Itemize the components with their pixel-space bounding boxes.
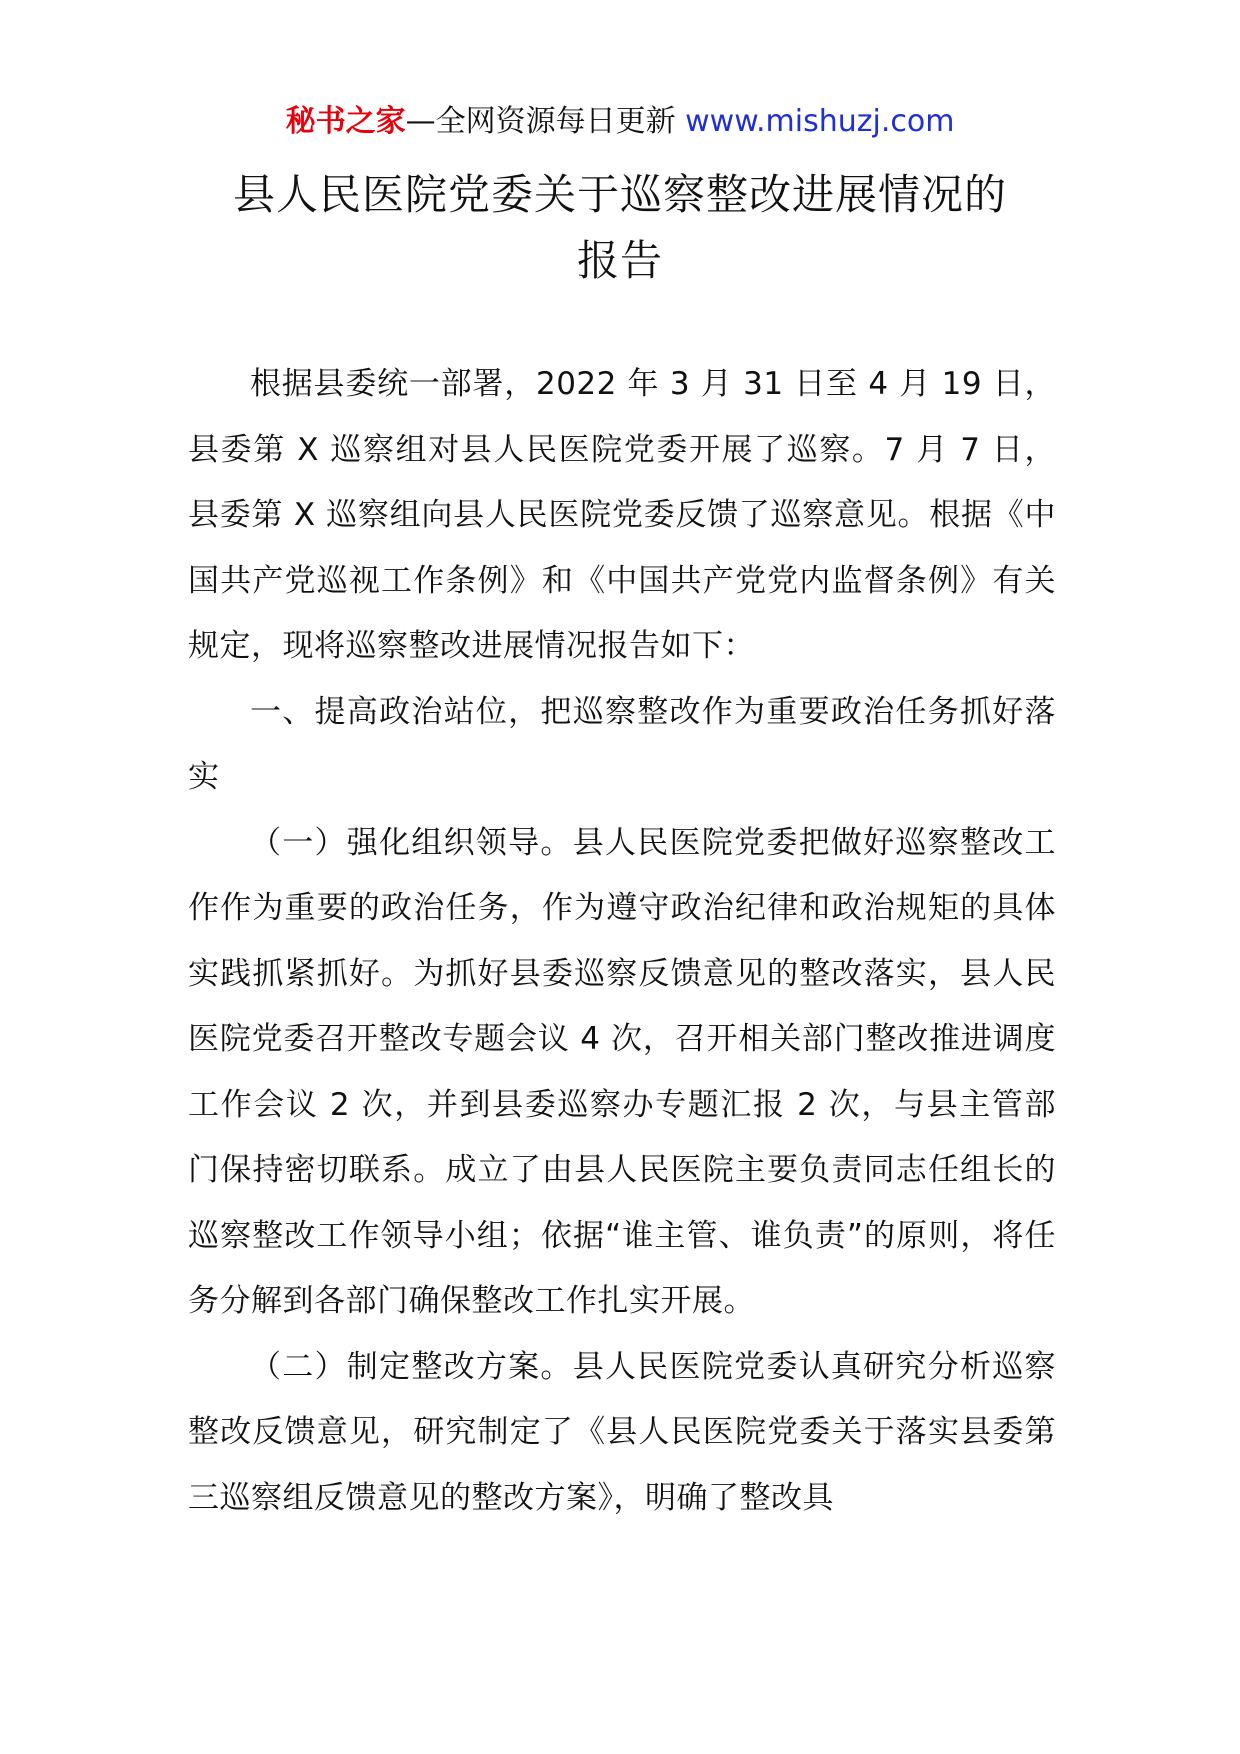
section-heading-1: 一、提高政治站位，把巡察整改作为重要政治任务抓好落实 [188,693,1056,795]
intro-paragraph: 根据县委统一部署，2022 年 3 月 31 日至 4 月 19 日，县委第 X 巡察组对县人民医院党委开展了巡察。7 月 7 日，县委第 X 巡察组向县人民医院党委反馈了巡察意见。根据《中国共产党巡视工作条例》和《中国共产党党内监督条例》有关规定，现将巡察整改进展情况报告如下： [188,366,1056,664]
subsection-paragraph-1: （一）强化组织领导。县人民医院党委把做好巡察整改工作作为重要的政治任务，作为遵守政治纪律和政治规矩的具体实践抓紧抓好。为抓好县委巡察反馈意见的整改落实，县人民医院党委召开整改专题会议 4 次，召开相关部门整改推进调度工作会议 2 次，并到县委巡察办专题汇报 2 次，与县主管部门保持密切联系。成立了由县人民医院主要负责同志任组长的巡察整改工作领导小组；依据“谁主管、谁负责”的原则，将任务分解到各部门确保整改工作扎实开展。 [188,824,1056,1319]
document-title-line-2: 报告 [576,236,663,285]
banner-brand: 秘书之家 [285,104,406,139]
banner-url: www.mishuzj.com [685,104,955,139]
site-banner [0,100,1240,144]
document-title [140,162,1100,294]
subsection-paragraph-2: （二）制定整改方案。县人民医院党委认真研究分析巡察整改反馈意见，研究制定了《县人民医院党委关于落实县委第三巡察组反馈意见的整改方案》，明确了整改具 [188,1348,1056,1516]
banner-tagline: —全网资源每日更新 [405,104,676,139]
document-body [188,352,1056,1531]
document-title-line-1: 县人民医院党委关于巡察整改进展情况的 [232,170,1007,219]
